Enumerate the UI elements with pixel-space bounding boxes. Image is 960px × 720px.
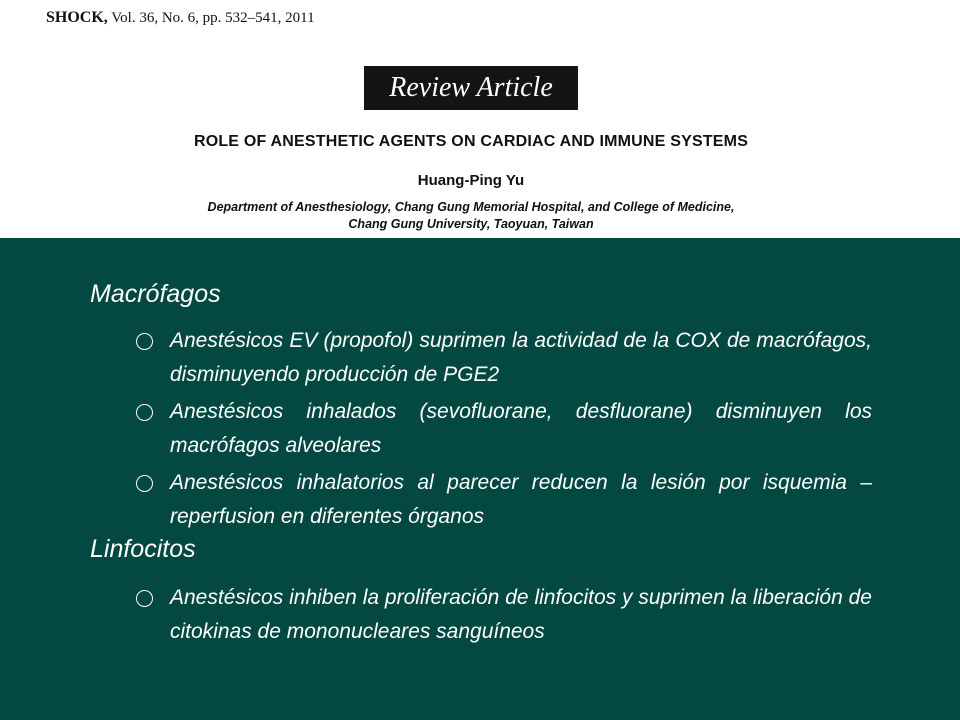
circle-bullet-icon [136, 475, 153, 492]
slide-content [0, 238, 960, 720]
bullet-text: Anestésicos EV (propofol) suprimen la actividad de la COX de macrófagos, disminuyendo producción de PGE2 [170, 329, 872, 386]
paper-header-image [0, 0, 960, 238]
bullet-text: Anestésicos inhalatorios al parecer reducen la lesión por isquemia – reperfusion en diferentes órganos [170, 471, 872, 528]
bullet-text: Anestésicos inhalados (sevofluorane, desfluorane) disminuyen los macrófagos alveolares [170, 400, 872, 457]
paper-title: ROLE OF ANESTHETIC AGENTS ON CARDIAC AND IMMUNE SYSTEMS [193, 133, 749, 150]
article-type-label: Review Article [364, 66, 578, 110]
section-heading-linfocitos: Linfocitos [90, 535, 196, 563]
citation-details: Vol. 36, No. 6, pp. 532–541, 2011 [107, 10, 315, 26]
bullet-text: Anestésicos inhiben la proliferación de linfocitos y suprimen la liberación de citokinas de mononucleares sanguíneos [170, 586, 872, 643]
journal-citation [46, 9, 315, 27]
paper-affiliation-line1: Department of Anesthesiology, Chang Gung Memorial Hospital, and College of Medicine, [207, 200, 735, 214]
paper-affiliation-line2: Chang Gung University, Taoyuan, Taiwan [348, 217, 594, 231]
circle-bullet-icon [136, 404, 153, 421]
journal-name: SHOCK, [46, 9, 108, 26]
paper-author: Huang-Ping Yu [417, 172, 525, 189]
section-heading-macrofagos: Macrófagos [90, 280, 221, 308]
circle-bullet-icon [136, 333, 153, 350]
circle-bullet-icon [136, 590, 153, 607]
